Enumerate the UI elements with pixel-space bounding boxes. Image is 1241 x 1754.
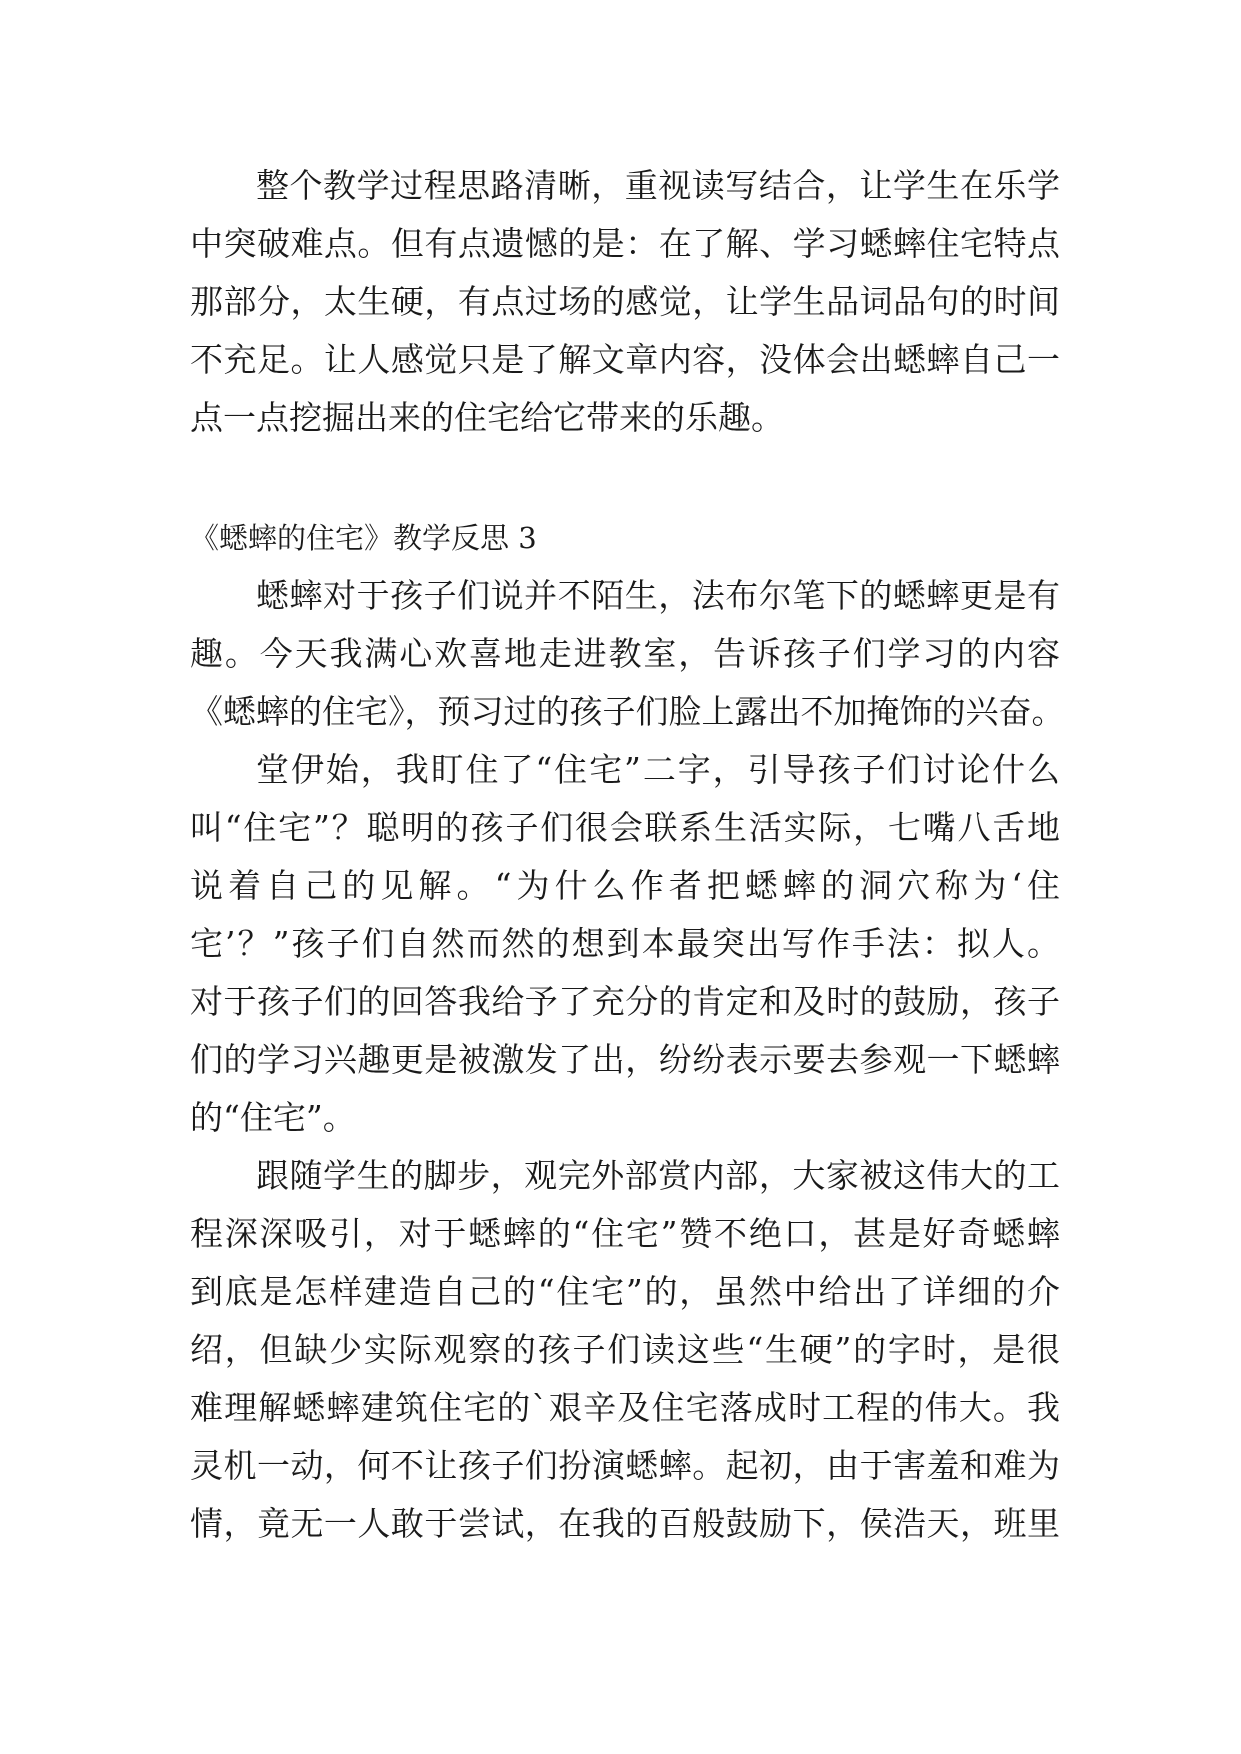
paragraph-1-line-5: 点一点挖掘出来的住宅给它带来的乐趣。 [190, 398, 784, 437]
paragraph-4-line-1: 跟随学生的脚步，观完外部赏内部，大家被这伟大的工 [256, 1156, 1060, 1195]
paragraph-2-line-2: 趣。今天我满心欢喜地走进教室，告诉孩子们学习的内容 [190, 634, 1060, 673]
section-heading: 《蟋蟀的住宅》教学反思 3 [190, 521, 537, 555]
paragraph-3-line-4: 宅’？”孩子们自然而然的想到本最突出写作手法：拟人。 [190, 924, 1060, 963]
paragraph-1-line-3: 那部分，太生硬，有点过场的感觉，让学生品词品句的时间 [190, 282, 1060, 321]
paragraph-3-line-7: 的“住宅”。 [190, 1098, 356, 1137]
paragraph-1-line-2: 中突破难点。但有点遗憾的是：在了解、学习蟋蟀住宅特点 [190, 224, 1060, 263]
paragraph-1-line-1: 整个教学过程思路清晰，重视读写结合，让学生在乐学 [256, 166, 1060, 205]
paragraph-4-line-2: 程深深吸引，对于蟋蟀的“住宅”赞不绝口，甚是好奇蟋蟀 [190, 1214, 1060, 1253]
paragraph-2-line-1: 蟋蟀对于孩子们说并不陌生，法布尔笔下的蟋蟀更是有 [256, 576, 1060, 615]
paragraph-3-line-3: 说着自己的见解。“为什么作者把蟋蟀的洞穴称为‘住 [190, 866, 1060, 905]
paragraph-3-line-5: 对于孩子们的回答我给予了充分的肯定和及时的鼓励，孩子 [190, 982, 1060, 1021]
paragraph-3-line-1: 堂伊始，我盯住了“住宅”二字，引导孩子们讨论什么 [256, 750, 1060, 789]
paragraph-4-line-7: 情，竟无一人敢于尝试，在我的百般鼓励下，侯浩天，班里 [190, 1504, 1060, 1543]
paragraph-4-line-6: 灵机一动，何不让孩子们扮演蟋蟀。起初，由于害羞和难为 [190, 1446, 1060, 1485]
paragraph-4-line-4: 绍，但缺少实际观察的孩子们读这些“生硬”的字时，是很 [190, 1330, 1060, 1369]
paragraph-4-line-5: 难理解蟋蟀建筑住宅的`艰辛及住宅落成时工程的伟大。我 [190, 1388, 1060, 1427]
paragraph-2-line-3: 《蟋蟀的住宅》，预习过的孩子们脸上露出不加掩饰的兴奋。 [190, 692, 1065, 731]
paragraph-4-line-3: 到底是怎样建造自己的“住宅”的，虽然中给出了详细的介 [190, 1272, 1060, 1311]
paragraph-3-line-6: 们的学习兴趣更是被激发了出，纷纷表示要去参观一下蟋蟀 [190, 1040, 1060, 1079]
paragraph-1-line-4: 不充足。让人感觉只是了解文章内容，没体会出蟋蟀自己一 [190, 340, 1060, 379]
paragraph-3-line-2: 叫“住宅”？聪明的孩子们很会联系生活实际，七嘴八舌地 [190, 808, 1060, 847]
